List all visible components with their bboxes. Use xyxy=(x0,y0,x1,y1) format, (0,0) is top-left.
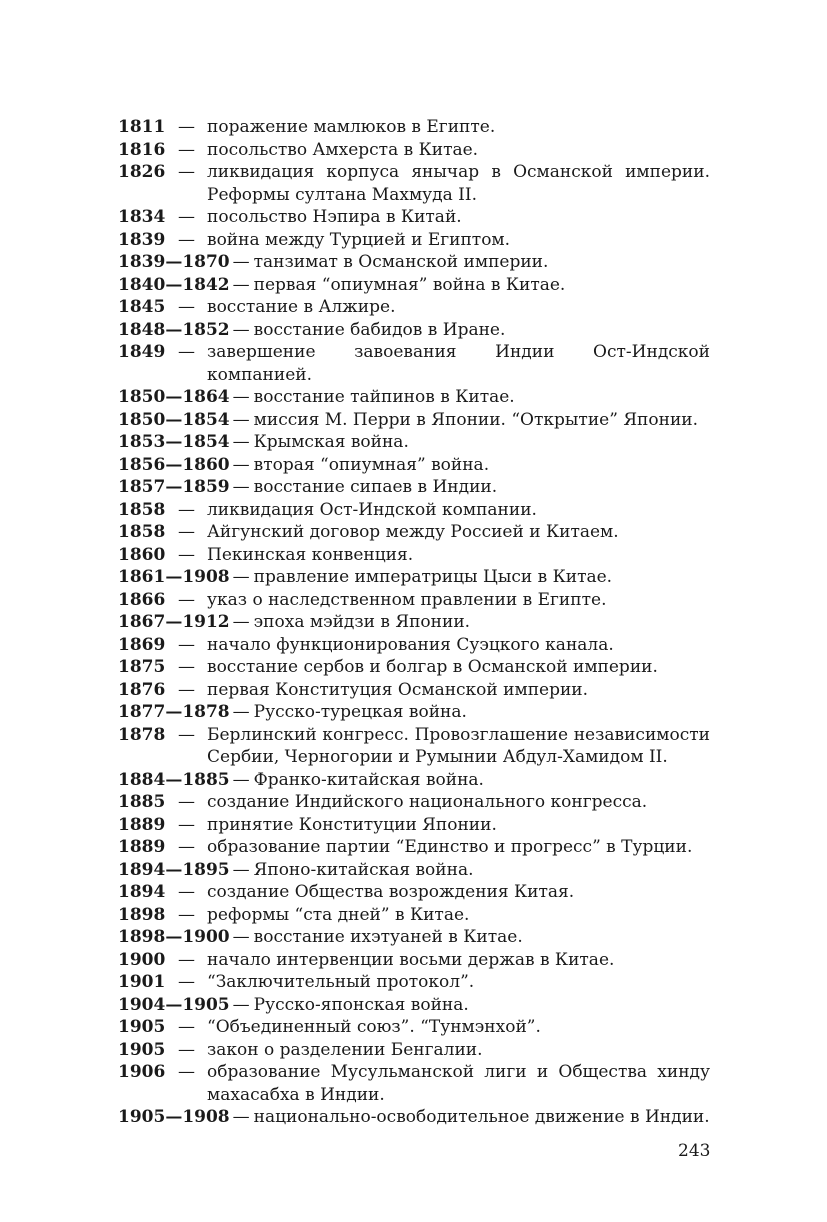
entry-year: 1906 xyxy=(118,1062,166,1082)
entry-text: восстание тайпинов в Китае. xyxy=(253,387,515,407)
entry-dash: — xyxy=(178,229,195,250)
entry-text: поражение мамлюков в Египте. xyxy=(207,117,496,137)
chronology-entry xyxy=(118,634,710,657)
entry-text: создание Общества возрождения Китая. xyxy=(207,882,575,902)
chronology-entry xyxy=(118,319,710,342)
chronology-entry xyxy=(118,791,710,814)
entry-text: реформы “ста дней” в Китае. xyxy=(207,904,470,925)
entry-text: начало функционирования Суэцкого канала. xyxy=(207,634,614,655)
entry-dash: — xyxy=(178,814,195,835)
chronology-entry xyxy=(118,544,710,567)
entry-year: 1875 xyxy=(118,657,166,677)
chronology-entry xyxy=(118,116,710,139)
entry-year: 1858 xyxy=(118,499,166,520)
chronology-entry xyxy=(118,859,710,882)
chronology-entry xyxy=(118,229,710,252)
chronology-entry xyxy=(118,589,710,612)
entry-year: 1850—1854 xyxy=(118,409,230,430)
entry-year: 1839 xyxy=(118,229,166,250)
entry-dash: — xyxy=(178,657,195,677)
entry-year: 1898—1900 xyxy=(118,927,230,947)
entry-dash: — xyxy=(232,274,250,295)
chronology-entry xyxy=(118,1106,710,1129)
entry-year: 1900 xyxy=(118,949,166,970)
chronology-entry xyxy=(118,206,710,229)
entry-text: образование Мусульманской лиги и Общества хинду махасабха в Индии. xyxy=(207,1062,710,1105)
entry-dash: — xyxy=(178,837,195,857)
chronology-entry xyxy=(118,386,710,409)
entry-year: 1840—1842 xyxy=(118,274,230,295)
entry-text: правление императрицы Цыси в Китае. xyxy=(253,567,613,587)
chronology-entry xyxy=(118,994,710,1017)
entry-dash: — xyxy=(178,1017,195,1037)
entry-text: миссия М. Перри в Японии. “Открытие” Японии. xyxy=(253,409,699,430)
entry-dash: — xyxy=(178,972,195,992)
entry-year: 1845 xyxy=(118,297,166,317)
entry-text: посольство Амхерста в Китае. xyxy=(207,139,479,160)
chronology-entry xyxy=(118,499,710,522)
entry-dash: — xyxy=(232,409,250,430)
entry-text: вторая “опиумная” война. xyxy=(253,454,490,475)
entry-text: завершение завоевания Индии Ост-Индской компанией. xyxy=(207,342,710,385)
entry-text: образование партии “Единство и прогресс” в Турции. xyxy=(207,837,693,857)
entry-year: 1850—1864 xyxy=(118,387,230,407)
chronology-entry xyxy=(118,656,710,679)
entry-dash: — xyxy=(232,567,250,587)
entry-text: Русско-японская война. xyxy=(253,994,469,1015)
entry-dash: — xyxy=(178,522,195,542)
entry-year: 1857—1859 xyxy=(118,477,230,497)
chronology-entry xyxy=(118,431,710,454)
chronology-entry xyxy=(118,1061,710,1106)
entry-dash: — xyxy=(232,432,250,452)
entry-dash: — xyxy=(232,994,250,1015)
entry-dash: — xyxy=(178,1062,195,1082)
chronology-entry xyxy=(118,409,710,432)
entry-text: “Заключительный протокол”. xyxy=(207,972,475,992)
entry-text: первая Конституция Османской империи. xyxy=(207,679,589,700)
entry-text: закон о разделении Бенгалии. xyxy=(207,1039,483,1060)
entry-text: восстание сипаев в Индии. xyxy=(253,477,498,497)
entry-year: 1885 xyxy=(118,792,166,812)
entry-dash: — xyxy=(178,949,195,970)
entry-dash: — xyxy=(178,1039,195,1060)
entry-year: 1894—1895 xyxy=(118,859,230,880)
entry-dash: — xyxy=(232,252,250,272)
entry-text: Айгунский договор между Россией и Китаем. xyxy=(207,522,619,542)
entry-dash: — xyxy=(178,589,195,610)
chronology-list xyxy=(118,116,710,1129)
entry-dash: — xyxy=(178,139,195,160)
chronology-entry xyxy=(118,949,710,972)
chronology-entry xyxy=(118,881,710,904)
chronology-entry xyxy=(118,769,710,792)
entry-year: 1905—1908 xyxy=(118,1107,230,1127)
chronology-entry xyxy=(118,926,710,949)
entry-year: 1894 xyxy=(118,882,166,902)
chronology-entry xyxy=(118,521,710,544)
entry-dash: — xyxy=(232,319,250,340)
entry-dash: — xyxy=(232,702,250,722)
entry-year: 1848—1852 xyxy=(118,319,230,340)
entry-year: 1861—1908 xyxy=(118,567,230,587)
entry-dash: — xyxy=(178,342,195,362)
chronology-entry xyxy=(118,161,710,206)
entry-dash: — xyxy=(178,882,195,902)
entry-year: 1826 xyxy=(118,162,166,182)
entry-dash: — xyxy=(178,792,195,812)
entry-text: ликвидация Ост-Индской компании. xyxy=(207,499,537,520)
page-number: 243 xyxy=(678,1141,711,1161)
entry-text: восстание ихэтуаней в Китае. xyxy=(253,927,523,947)
chronology-entry xyxy=(118,454,710,477)
chronology-entry xyxy=(118,904,710,927)
entry-year: 1889 xyxy=(118,837,166,857)
entry-year: 1834 xyxy=(118,207,166,227)
entry-year: 1867—1912 xyxy=(118,612,230,632)
entry-dash: — xyxy=(178,724,195,745)
chronology-entry xyxy=(118,274,710,297)
chronology-entry xyxy=(118,139,710,162)
entry-dash: — xyxy=(178,904,195,925)
entry-year: 1849 xyxy=(118,342,166,362)
chronology-entry xyxy=(118,836,710,859)
chronology-entry xyxy=(118,341,710,386)
chronology-entry xyxy=(118,251,710,274)
entry-year: 1866 xyxy=(118,589,166,610)
entry-text: Пекинская конвенция. xyxy=(207,544,414,565)
entry-text: восстание в Алжире. xyxy=(207,297,396,317)
entry-text: эпоха мэйдзи в Японии. xyxy=(253,612,471,632)
entry-year: 1878 xyxy=(118,724,166,745)
entry-year: 1811 xyxy=(118,117,166,137)
entry-text: принятие Конституции Японии. xyxy=(207,814,497,835)
chronology-entry xyxy=(118,566,710,589)
entry-dash: — xyxy=(178,207,195,227)
entry-text: первая “опиумная” война в Китае. xyxy=(253,274,566,295)
entry-dash: — xyxy=(178,297,195,317)
chronology-entry xyxy=(118,476,710,499)
entry-text: ликвидация корпуса янычар в Османской империи. Реформы султана Махмуда II. xyxy=(207,162,710,205)
entry-text: указ о наследственном правлении в Египте. xyxy=(207,589,607,610)
entry-year: 1856—1860 xyxy=(118,454,230,475)
entry-year: 1877—1878 xyxy=(118,702,230,722)
entry-year: 1905 xyxy=(118,1017,166,1037)
entry-year: 1905 xyxy=(118,1039,166,1060)
entry-dash: — xyxy=(178,117,195,137)
entry-year: 1898 xyxy=(118,904,166,925)
entry-dash: — xyxy=(232,454,250,475)
entry-year: 1858 xyxy=(118,522,166,542)
entry-dash: — xyxy=(232,612,250,632)
entry-text: война между Турцией и Египтом. xyxy=(207,229,511,250)
entry-dash: — xyxy=(178,499,195,520)
entry-year: 1816 xyxy=(118,139,166,160)
entry-year: 1884—1885 xyxy=(118,769,230,790)
entry-text: Крымская война. xyxy=(253,432,409,452)
entry-dash: — xyxy=(232,859,250,880)
entry-text: Берлинский конгресс. Провозглашение независимости Сербии, Черногории и Румынии Абдул-Хамидом II. xyxy=(207,724,710,767)
chronology-entry xyxy=(118,611,710,634)
entry-dash: — xyxy=(232,927,250,947)
entry-text: Русско-турецкая война. xyxy=(253,702,467,722)
entry-text: создание Индийского национального конгресса. xyxy=(207,792,648,812)
entry-text: танзимат в Османской империи. xyxy=(253,252,549,272)
entry-dash: — xyxy=(232,1107,250,1127)
entry-text: Японо-китайская война. xyxy=(253,859,474,880)
entry-year: 1889 xyxy=(118,814,166,835)
entry-dash: — xyxy=(178,162,195,182)
entry-year: 1853—1854 xyxy=(118,432,230,452)
chronology-entry xyxy=(118,724,710,769)
chronology-entry xyxy=(118,296,710,319)
entry-text: восстание сербов и болгар в Османской империи. xyxy=(207,657,658,677)
chronology-entry xyxy=(118,1039,710,1062)
chronology-entry xyxy=(118,701,710,724)
entry-text: национально-освободительное движение в Индии. xyxy=(253,1107,710,1127)
entry-year: 1876 xyxy=(118,679,166,700)
entry-dash: — xyxy=(232,769,250,790)
chronology-entry xyxy=(118,1016,710,1039)
entry-text: посольство Нэпира в Китай. xyxy=(207,207,462,227)
entry-year: 1869 xyxy=(118,634,166,655)
entry-dash: — xyxy=(178,634,195,655)
entry-year: 1904—1905 xyxy=(118,994,230,1015)
entry-dash: — xyxy=(232,387,250,407)
entry-text: начало интервенции восьми держав в Китае. xyxy=(207,949,615,970)
chronology-entry xyxy=(118,814,710,837)
chronology-entry xyxy=(118,679,710,702)
chronology-entry xyxy=(118,971,710,994)
entry-dash: — xyxy=(178,544,195,565)
entry-year: 1860 xyxy=(118,544,166,565)
entry-text: восстание бабидов в Иране. xyxy=(253,319,506,340)
entry-dash: — xyxy=(178,679,195,700)
entry-text: Франко-китайская война. xyxy=(253,769,484,790)
entry-text: “Объединенный союз”. “Тунмэнхой”. xyxy=(207,1017,541,1037)
entry-dash: — xyxy=(232,477,250,497)
entry-year: 1839—1870 xyxy=(118,252,230,272)
entry-year: 1901 xyxy=(118,972,166,992)
